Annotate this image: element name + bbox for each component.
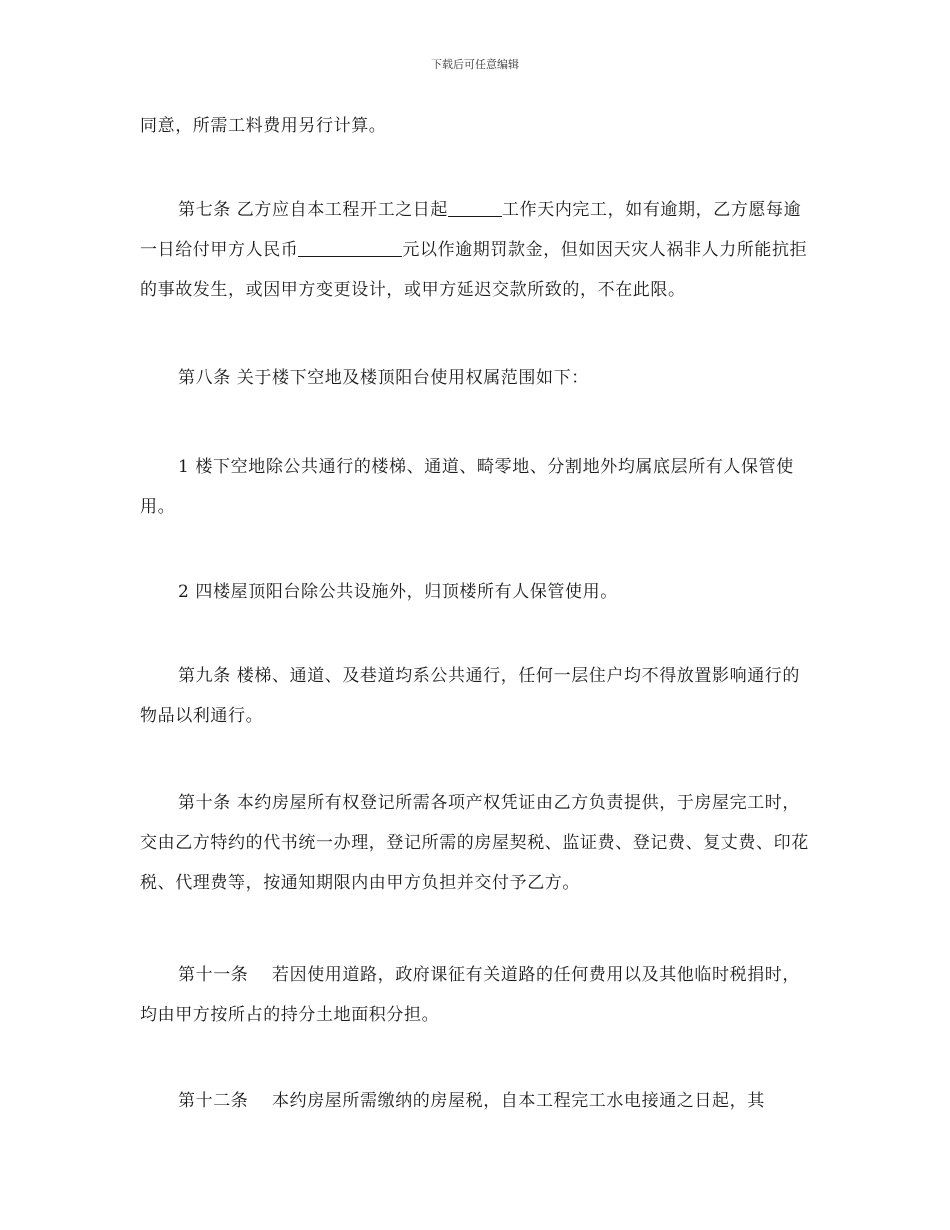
page-header: 下载后可任意编辑: [431, 58, 519, 71]
paragraph-continuation: 同意，所需工料费用另行计算。: [140, 116, 387, 136]
article-8-item-1: 1 楼下空地除公共通行的楼梯、通道、畸零地、分割地外均属底层所有人保管使用。: [140, 457, 794, 517]
article-7-part-2: 工作天内完工，如有逾期，乙方愿每逾一日给付甲方人民币: [140, 200, 802, 260]
article-10: 第十条 本约房屋所有权登记所需各项产权凭证由乙方负责提供，于房屋完工时，交由乙方特约的代书统一办理，登记所需的房屋契税、监证费、登记费、复丈费、印花税、代理费等，按通知期限内由甲方负担并交付予乙方。: [140, 793, 809, 893]
article-8-item-2: 2 四楼屋顶阳台除公共设施外，归顶楼所有人保管使用。: [178, 582, 618, 602]
blank-penalty-amount: [298, 236, 402, 257]
article-7-part-1: 第七条 乙方应自本工程开工之日起: [178, 200, 449, 220]
article-7: [140, 190, 812, 310]
article-12: 第十二条 本约房屋所需缴纳的房屋税，自本工程完工水电接通之日起，其: [178, 1091, 765, 1111]
article-8: 第八条 关于楼下空地及楼顶阳台使用权属范围如下：: [178, 368, 589, 388]
article-9: 第九条 楼梯、通道、及巷道均系公共通行，任何一层住户均不得放置影响通行的物品以利通行。: [140, 666, 801, 726]
article-11: 第十一条 若因使用道路，政府课征有关道路的任何费用以及其他临时税捐时，均由甲方按所占的持分土地面积分担。: [140, 965, 801, 1025]
article-7-part-3: 元以作逾期罚款金，但如因天灾人祸非人力所能抗拒的事故发生，或因甲方变更设计，或甲方延迟交款所致的，不在此限。: [140, 240, 808, 300]
blank-workdays: [448, 196, 502, 217]
